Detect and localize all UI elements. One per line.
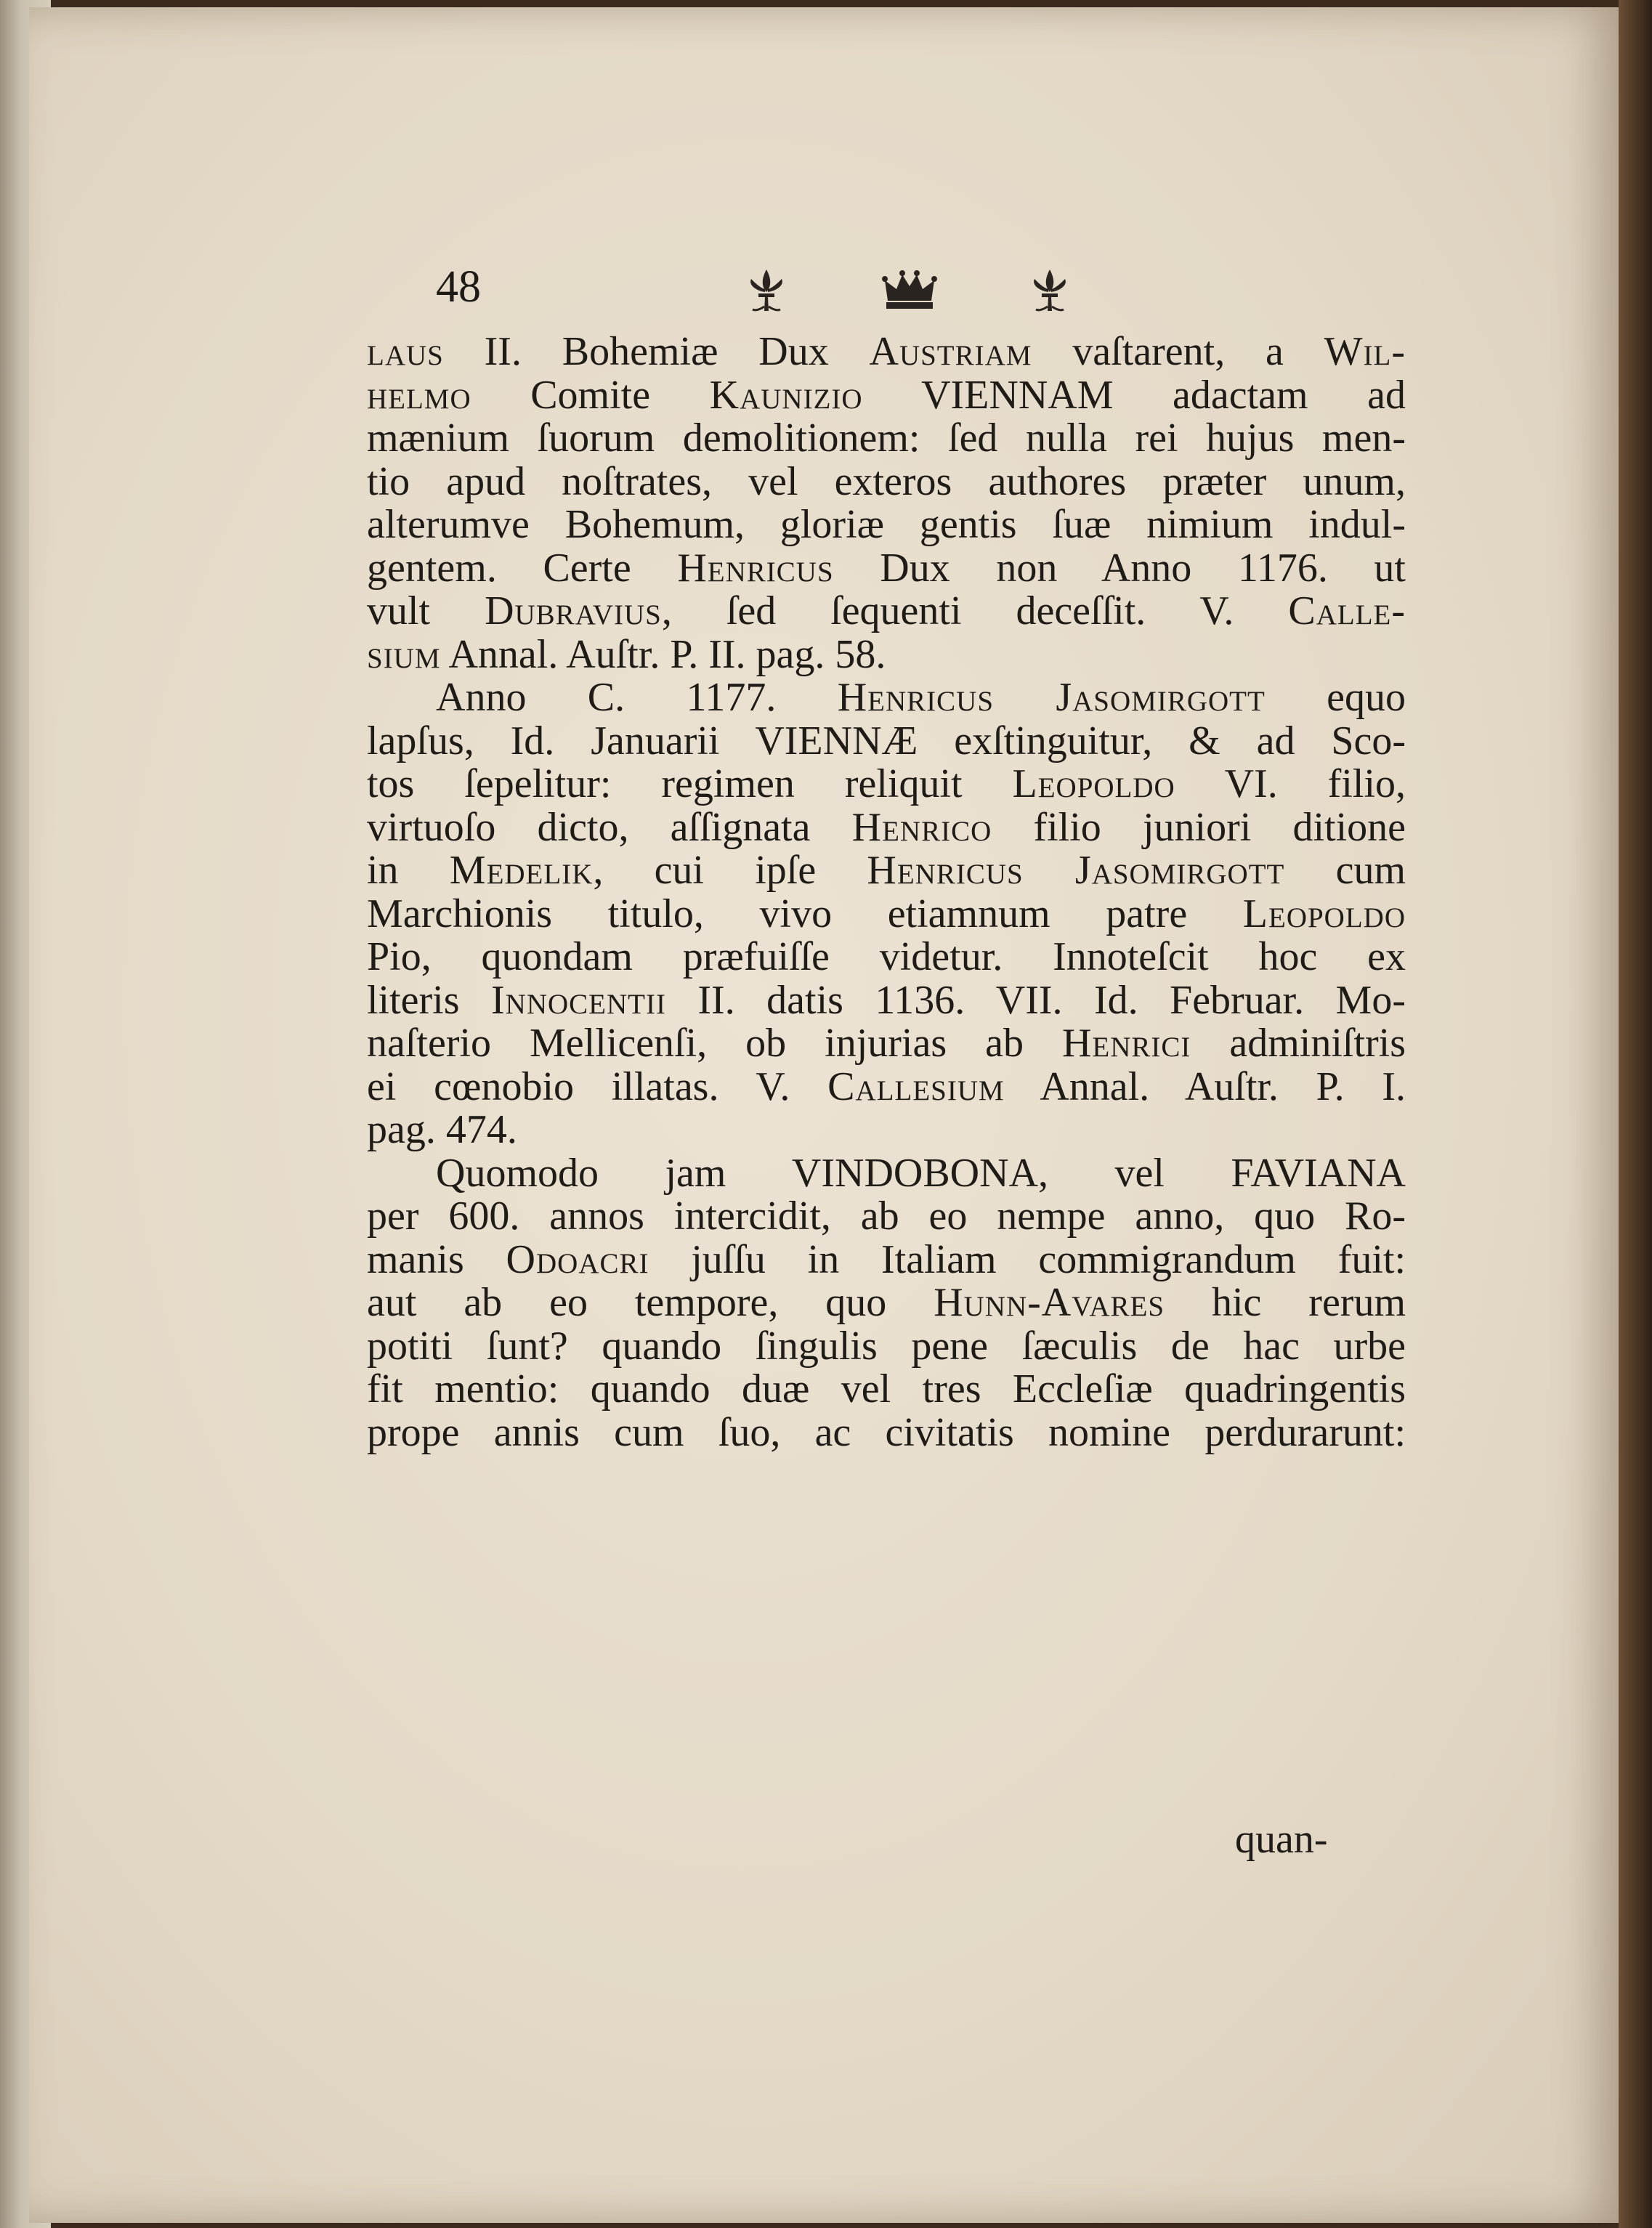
crown-icon [880,266,939,317]
text-line [367,547,1406,591]
small-caps-name: Henricus Jasomirgott [867,848,1285,893]
text-run: Annal. Auſtr. P. I. [1004,1064,1406,1109]
text-run: Quomodo jam VINDOBONA, vel FAVIANA [436,1150,1406,1196]
text-line [367,1066,1406,1109]
text-line [367,720,1406,763]
body-text [367,331,1406,1454]
text-line [367,1152,1406,1196]
text-run: mænium ſuorum demolitionem: ſed nulla rei hujus men- [367,416,1406,461]
text-run: naſterio Mellicenſi, ob injurias ab [367,1021,1062,1066]
text-line [367,936,1406,979]
small-caps-name: Henrico [851,804,992,850]
text-run: VI. filio, [1175,761,1406,806]
text-run: Dux non Anno 1176. ut [833,545,1406,591]
text-line [367,1022,1406,1066]
text-run: adminiſtris [1191,1021,1406,1066]
text-run: literis [367,977,491,1023]
text-run: VIENNAM adactam ad [862,372,1406,418]
text-run: tos ſepelitur: regimen reliquit [367,761,1013,806]
small-caps-name: Leopoldo [1012,761,1175,806]
text-line [367,893,1406,936]
text-line [367,1325,1406,1369]
text-line [367,979,1406,1023]
text-line [367,633,1406,677]
text-run: gentem. Certe [367,545,678,591]
small-caps-name: Hunn-Avares [934,1280,1165,1325]
small-caps-name: Kaunizio [709,372,863,418]
text-run: per 600. annos intercidit, ab eo nempe anno, quo Ro- [367,1194,1406,1239]
text-run: Comite [471,372,710,418]
small-caps-name: Innocentii [491,977,666,1023]
text-line [367,1411,1406,1455]
small-caps-name: sium [367,631,441,677]
text-run: potiti ſunt? quando ſingulis pene ſæculis de hac urbe [367,1323,1406,1369]
text-run: , cui ipſe [593,848,867,893]
small-caps-name: Wil- [1324,329,1406,374]
text-run: , ſed ſequenti deceſſit. V. [661,588,1289,633]
fleur-de-lis-icon [741,266,792,317]
text-run: prope annis cum ſuo, ac civitatis nomine perdurarunt: [367,1409,1406,1455]
fleur-de-lis-icon [1024,266,1075,317]
text-run: pag. 474. [367,1107,517,1152]
text-line [367,676,1406,720]
text-run: vult [367,588,485,633]
book-cover-edge [1619,0,1652,2228]
small-caps-name: Callesium [827,1064,1005,1109]
text-run: manis [367,1236,506,1282]
text-line [367,503,1406,547]
text-line [367,1281,1406,1325]
text-line [367,1195,1406,1239]
small-caps-name: Austriam [869,329,1032,374]
text-run: vaſtarent, a [1032,329,1324,374]
page-number: 48 [436,262,481,312]
text-run: ei cœnobio illatas. V. [367,1064,828,1109]
small-caps-name: Henricus [677,545,834,591]
small-caps-name: Henrici [1061,1021,1191,1066]
text-line [367,1368,1406,1411]
text-run: alterumve Bohemum, gloriæ gentis ſuæ nimium indul- [367,502,1406,547]
small-caps-name: helmo [367,372,471,418]
text-run: filio juniori ditione [992,804,1406,850]
small-caps-name: laus [367,329,444,374]
text-run: Annal. Auſtr. P. II. pag. 58. [440,631,886,677]
text-run: II. datis 1136. VII. Id. Februar. Mo- [665,977,1406,1023]
text-run: hic rerum [1165,1280,1406,1325]
text-line [367,417,1406,461]
small-caps-name: Henricus Jasomirgott [837,675,1266,720]
text-line [367,849,1406,893]
text-line [367,1109,1406,1152]
text-run: virtuoſo dicto, aſſignata [367,804,852,850]
catchword: quan- [1235,1817,1328,1862]
text-line [367,374,1406,418]
text-line [367,331,1406,374]
text-run: tio apud noſtrates, vel exteros authores præter unum, [367,458,1406,504]
text-run: Pio, quondam præfuiſſe videtur. Innoteſcit hoc ex [367,934,1406,979]
text-run: Anno C. 1177. [436,675,838,720]
text-run: fit mentio: quando duæ vel tres Eccleſiæ quadringentis [367,1366,1406,1411]
text-line [367,763,1406,806]
text-run: Marchionis titulo, vivo etiamnum patre [367,891,1243,936]
text-line [367,1236,1406,1282]
text-run: equo [1265,675,1406,720]
text-run: juſſu in Italiam commigrandum fuit: [649,1236,1406,1282]
small-caps-name: Medelik [449,848,594,893]
page-header [436,262,1090,327]
text-line [367,590,1406,633]
small-caps-name: Calle- [1288,588,1406,633]
small-caps-name: Odoacri [506,1236,649,1282]
text-run: cum [1284,848,1406,893]
small-caps-name: Dubravius [485,588,662,633]
text-line [367,806,1406,850]
text-run: lapſus, Id. Januarii VIENNÆ exſtinguitur, & ad Sco- [367,718,1406,763]
text-line [367,458,1406,504]
text-run: in [367,848,450,893]
small-caps-name: Leopoldo [1242,891,1406,936]
text-run: II. Bohemiæ Dux [443,329,870,374]
text-run: aut ab eo tempore, quo [367,1280,934,1325]
